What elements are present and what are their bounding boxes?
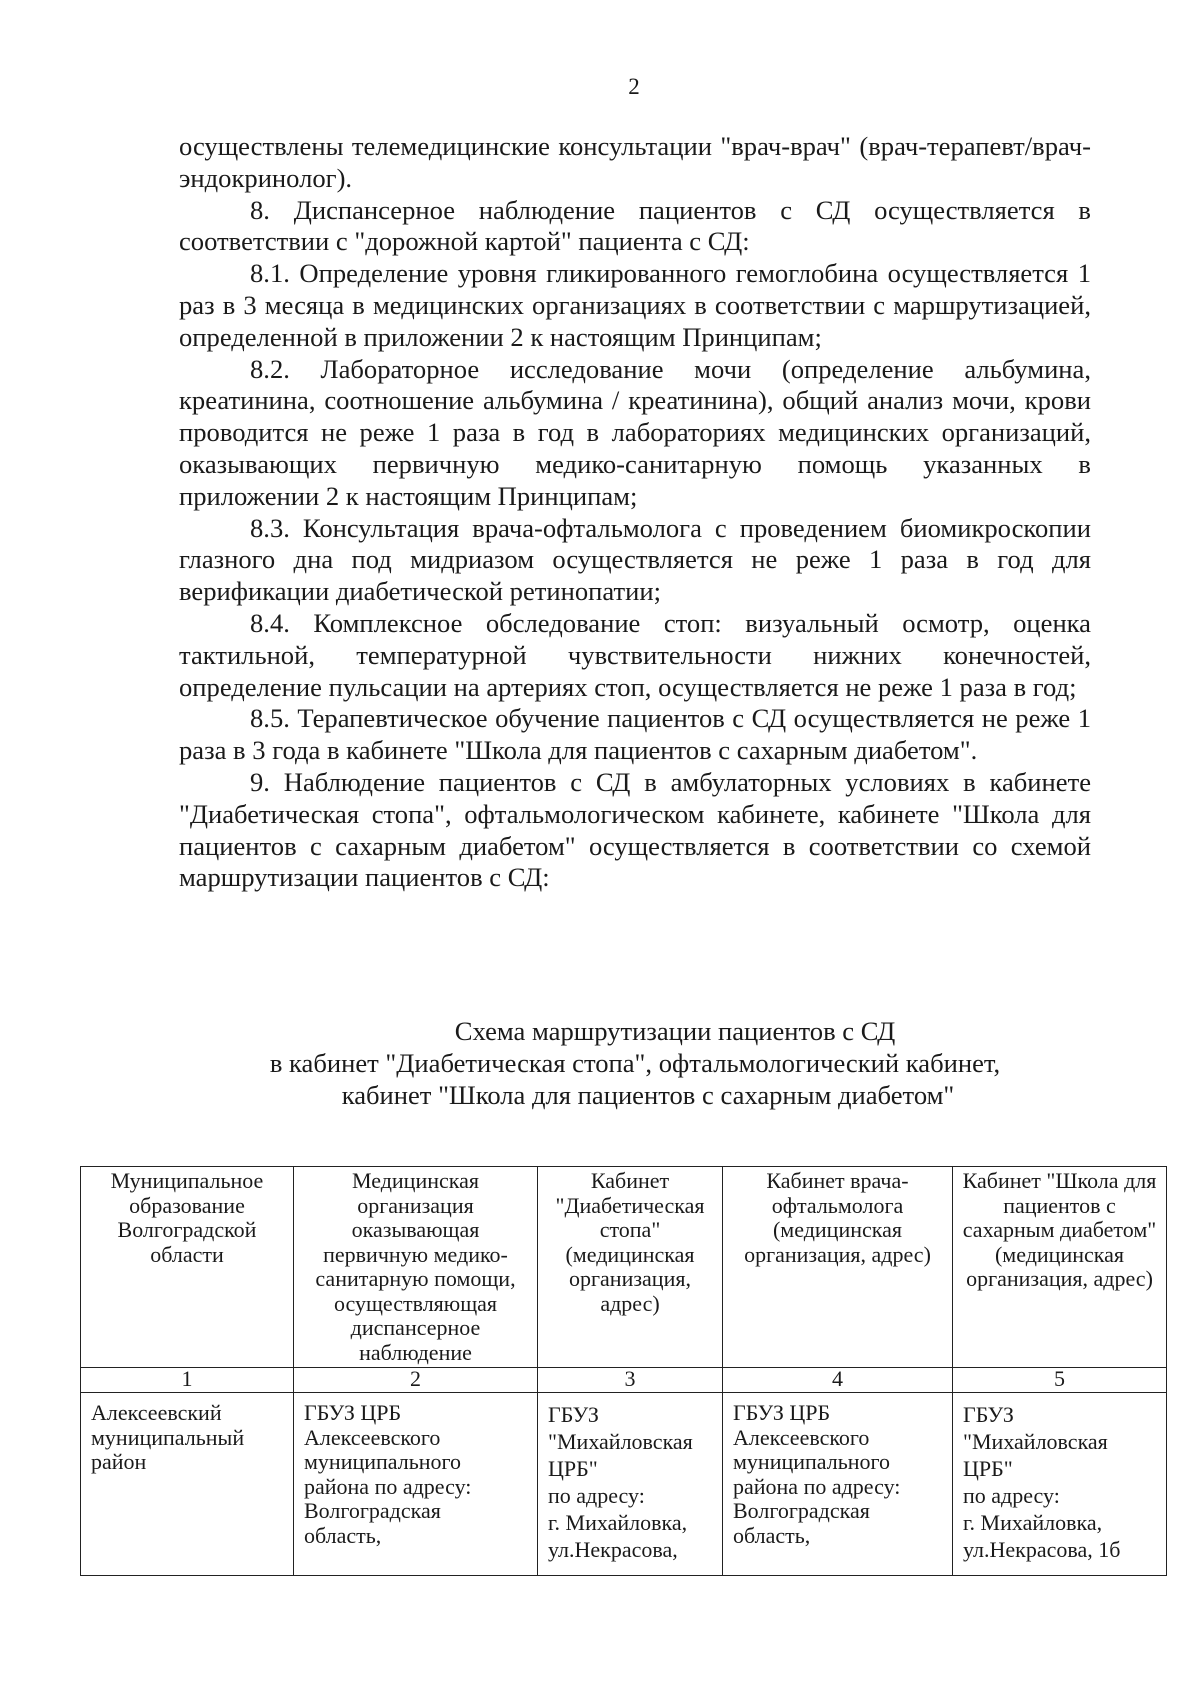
scheme-title-line: кабинет "Школа для пациентов с сахарным диабетом" [341,1080,955,1110]
body-text [179,131,1091,894]
cell-line: муниципального [733,1449,891,1474]
cell-line: ГБУЗ ЦРБ [304,1400,402,1425]
cell-line: муниципальный [91,1424,245,1450]
cell-line: область, [304,1522,382,1548]
cell-line: Волгоградская [733,1498,870,1523]
cell-line: района по адресу: [733,1473,901,1499]
header-diabetic-foot: Кабинет "Диабетическая стопа" (медицинская организация, адрес) [538,1167,723,1368]
cell-line: ГБУЗ [963,1402,1014,1427]
cell-line: ул.Некрасова, 1б [963,1537,1121,1562]
cell-line: ЦРБ" [548,1456,598,1481]
cell-diabetic-foot [538,1393,723,1576]
header-municipality: Муниципальное образование Волгоградской области [81,1167,294,1368]
paragraph: 8. Диспансерное наблюдение пациентов с СД осуществляется в соответствии с "дорожной картой" пациента с СД: [179,194,1091,257]
cell-diabetes-school [953,1393,1167,1576]
cell-line: района по адресу: [304,1473,472,1499]
cell-line: ул.Некрасова, [548,1537,678,1562]
cell-line: по адресу: [963,1483,1060,1508]
header-diabetes-school: Кабинет "Школа для пациентов с сахарным диабетом" (медицинская организация, адрес) [953,1167,1167,1368]
table-row [81,1393,1167,1576]
header-ophthalmologist: Кабинет врача-офтальмолога (медицинская организация, адрес) [723,1167,953,1368]
paragraph: 9. Наблюдение пациентов с СД в амбулаторных условиях в кабинете "Диабетическая стопа", офтальмологическом кабинете, кабинете "Школа для пациентов с сахарным диабетом" осуществляется в соответствии со схемой маршрутизации пациентов с СД: [179,766,1091,893]
header-medical-organization: Медицинская организация оказывающая первичную медико-санитарную помощи, осуществляющая диспансерное наблюдение [294,1167,538,1368]
scheme-title-line: в кабинет "Диабетическая стопа", офтальмологический кабинет, [269,1048,1001,1078]
page-number: 2 [628,74,640,99]
cell-line: ГБУЗ [548,1402,599,1427]
routing-table [80,1166,1167,1576]
cell-ophthalmologist [723,1393,953,1576]
cell-line: г. Михайловка, [963,1510,1103,1535]
cell-line: ЦРБ" [963,1456,1013,1481]
paragraph: 8.3. Консультация врача-офтальмолога с проведением биомикроскопии глазного дна под мидриазом осуществляется не реже 1 раза в год для верификации диабетической ретинопатии; [179,512,1091,607]
column-number: 5 [953,1368,1167,1393]
cell-line: Алексеевский [91,1400,222,1425]
paragraph: 8.2. Лабораторное исследование мочи (определение альбумина, креатинина, соотношение альбумина / креатинина), общий анализ мочи, крови проводится не реже 1 раза в год в лабораториях медицинских организаций, оказывающих первичную медико-санитарную помощь указанных в приложении 2 к настоящим Принципам; [179,353,1091,511]
cell-municipality [81,1393,294,1576]
column-number: 1 [81,1368,294,1393]
paragraph: 8.4. Комплексное обследование стоп: визуальный осмотр, оценка тактильной, температурной чувствительности нижних конечностей, определение пульсации на артериях стоп, осуществляется не реже 1 раза в год; [179,607,1091,702]
cell-line: район [91,1449,147,1474]
scheme-title-line: Схема маршрутизации пациентов с СД [454,1016,896,1046]
scheme-title [179,1015,1091,1111]
cell-line: г. Михайловка, [548,1510,688,1535]
column-number: 2 [294,1368,538,1393]
cell-line: Алексеевского [733,1424,870,1450]
column-number: 3 [538,1368,723,1393]
table-header-row [81,1167,1167,1368]
cell-line: Алексеевского [304,1424,441,1450]
cell-line: "Михайловская [963,1429,1108,1454]
cell-line: муниципального [304,1449,462,1474]
paragraph: осуществлены телемедицинские консультации "врач-врач" (врач-терапевт/врач-эндокринолог). [179,131,1091,193]
paragraph: 8.1. Определение уровня гликированного гемоглобина осуществляется 1 раз в 3 месяца в медицинских организациях в соответствии с маршрутизацией, определенной в приложении 2 к настоящим Принципам; [179,258,1091,352]
paragraph: 8.5. Терапевтическое обучение пациентов с СД осуществляется не реже 1 раза в 3 года в кабинете "Школа для пациентов с сахарным диабетом". [179,703,1091,766]
cell-line: ГБУЗ ЦРБ [733,1400,831,1425]
cell-medical-organization [294,1393,538,1576]
cell-line: "Михайловская [548,1429,693,1454]
column-number-row [81,1368,1167,1393]
cell-line: Волгоградская [304,1498,441,1523]
cell-line: по адресу: [548,1483,645,1508]
column-number: 4 [723,1368,953,1393]
cell-line: область, [733,1522,811,1548]
